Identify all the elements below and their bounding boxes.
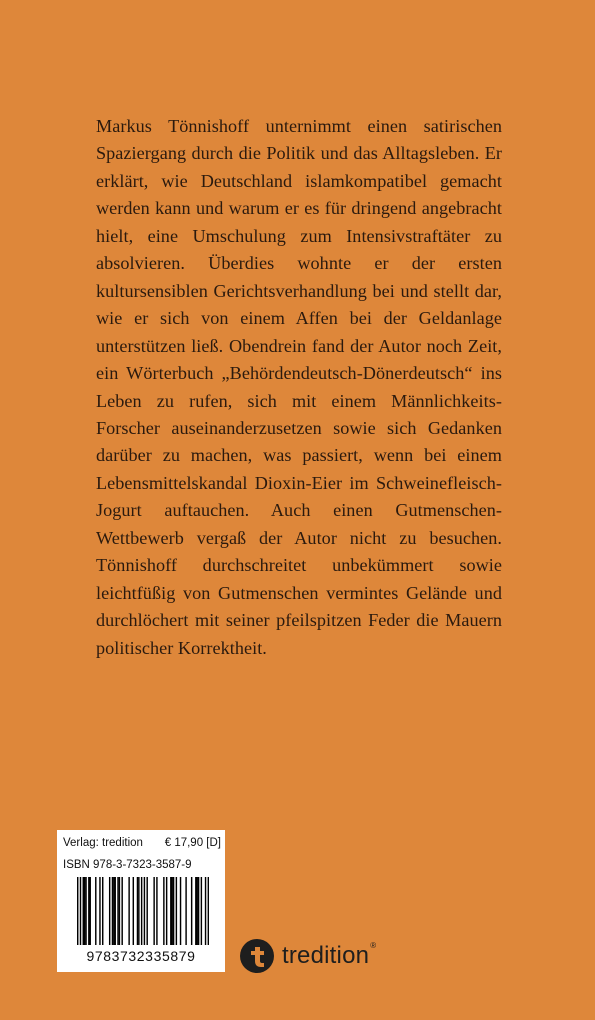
barcode-bar <box>77 877 78 945</box>
barcode-bar <box>144 877 145 945</box>
barcode-bar <box>137 877 138 945</box>
barcode-bar <box>180 877 181 945</box>
barcode-bar <box>115 877 116 945</box>
publisher-logo <box>240 938 376 974</box>
barcode-bar <box>102 877 103 945</box>
barcode-digits: 9783732335879 <box>86 948 196 964</box>
barcode-bar <box>170 877 171 945</box>
barcode-bars <box>77 877 209 945</box>
price-label: € 17,90 [D] <box>164 837 221 849</box>
trademark-symbol: ® <box>370 941 377 950</box>
barcode-bar <box>85 877 86 945</box>
barcode-bar <box>112 877 113 945</box>
barcode-bar <box>88 877 89 945</box>
barcode-bar <box>99 877 100 945</box>
publisher-price-line <box>63 837 221 849</box>
barcode-bar <box>138 877 139 945</box>
barcode-bar <box>113 877 114 945</box>
isbn-label: ISBN 978-3-7323-3587-9 <box>63 859 192 871</box>
barcode-bar <box>166 877 167 945</box>
back-cover-blurb: Markus Tönnishoff unternimmt einen satirischen Spaziergang durch die Politik und das Alltagsleben. Er erklärt, wie Deutschland islamkompatibel gemacht werden kann und warum er es für dringend angebracht hielt, eine Umschulung zum Intensivstraftäter zu absolvieren. Überdies wohnte er der ersten kultursensiblen Gerichtsverhandlung bei und stellt dar, wie er sich von einem Affen bei der Geldanlage unterstützen ließ. Obendrein fand der Autor noch Zeit, ein Wörterbuch „Behördendeutsch-Dönerdeutsch“ ins Leben zu rufen, sich mit einem Männlichkeits-Forscher auseinanderzusetzen sowie sich Gedanken darüber zu machen, was passiert, wenn bei einem Lebensmittelskandal Dioxin-Eier im Schweinefleisch-Jogurt auftauchen. Auch einen Gutmenschen-Wettbewerb vergaß der Autor nicht zu besuchen. Tönnishoff durchschreitet unbekümmert sowie leichtfüßig von Gutmenschen vermintes Gelände und durchlöchert mit seiner pfeilspitzen Feder die Mauern politischer Korrektheit. <box>96 116 502 658</box>
barcode-bar <box>117 877 118 945</box>
barcode-bar <box>153 877 154 945</box>
barcode-bar <box>84 877 85 945</box>
barcode-bar <box>146 877 147 945</box>
barcode-bar <box>201 877 202 945</box>
barcode-bar <box>141 877 142 945</box>
barcode-bar <box>83 877 84 945</box>
barcode-bar <box>119 877 120 945</box>
barcode-bar <box>109 877 110 945</box>
barcode-bar <box>195 877 196 945</box>
barcode-bar <box>196 877 197 945</box>
barcode-bar <box>156 877 157 945</box>
barcode-bar <box>133 877 134 945</box>
barcode-bar <box>80 877 81 945</box>
barcode-bar <box>185 877 186 945</box>
barcode-bar <box>171 877 172 945</box>
barcode-box <box>57 830 225 972</box>
barcode-bar <box>173 877 174 945</box>
barcode-bar <box>198 877 199 945</box>
barcode-bar <box>163 877 164 945</box>
barcode-bar <box>128 877 129 945</box>
publisher-label: Verlag: tredition <box>63 837 143 849</box>
barcode-bar <box>191 877 192 945</box>
barcode-bar <box>176 877 177 945</box>
barcode-bar <box>121 877 122 945</box>
barcode-bar <box>205 877 206 945</box>
barcode-bar <box>208 877 209 945</box>
barcode-bar <box>90 877 91 945</box>
publisher-name: tredition® <box>282 941 377 969</box>
barcode-bar <box>95 877 96 945</box>
tredition-logo-icon <box>240 939 274 973</box>
